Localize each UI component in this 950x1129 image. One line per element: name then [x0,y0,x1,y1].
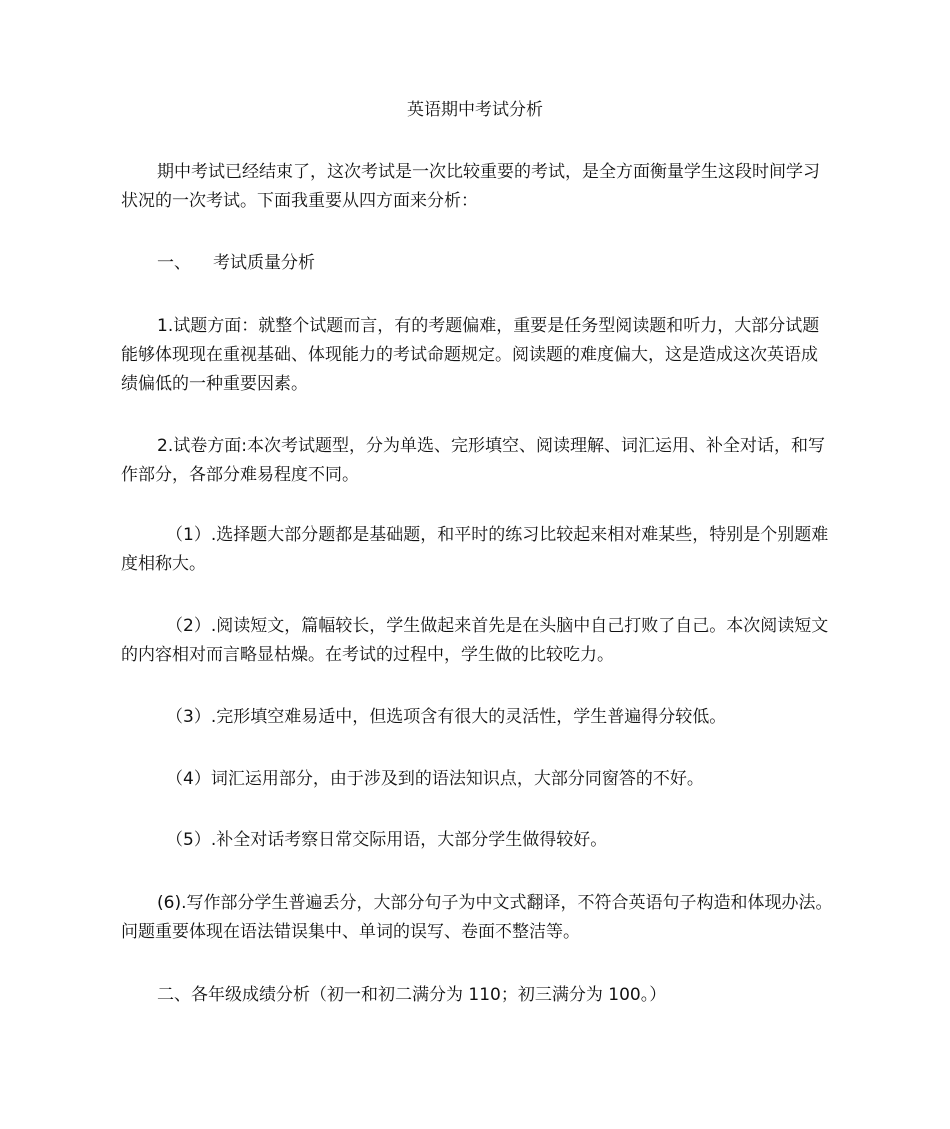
section-number: 一、 [157,253,191,273]
paragraph-dialogue: （5）.补全对话考察日常交际用语，大部分学生做得较好。 [166,830,608,850]
section-heading-text: 考试质量分析 [213,253,315,273]
paragraph-writing: (6).写作部分学生普遍丢分，大部分句子为中文式翻译，不符合英语句子构造和体现办法。问题重要体现在语法错误集中、单词的误写、卷面不整洁等。 [121,893,833,942]
section-heading-2: 二、各年级成绩分析（初一和初二满分为 110；初三满分为 100。） [157,985,667,1005]
paragraph-vocabulary: （4）词汇运用部分，由于涉及到的语法知识点，大部分同窗答的不好。 [166,769,704,789]
intro-paragraph: 期中考试已经结束了，这次考试是一次比较重要的考试，是全方面衡量学生这段时间学习状况的一次考试。下面我重要从四方面来分析： [121,162,820,211]
section-heading-1 [157,249,315,278]
paragraph-reading: （2）.阅读短文，篇幅较长，学生做起来首先是在头脑中自己打败了自己。本次阅读短文的内容相对而言略显枯燥。在考试的过程中，学生做的比较吃力。 [121,616,829,665]
paragraph-test-questions: 1.试题方面：就整个试题而言，有的考题偏难，重要是任务型阅读题和听力，大部分试题能够体现现在重视基础、体现能力的考试命题规定。阅读题的难度偏大，这是造成这次英语成绩偏低的一种重要因素。 [121,316,820,394]
paragraph-multiple-choice: （1）.选择题大部分题都是基础题，和平时的练习比较起来相对难某些，特别是个别题难度相称大。 [121,525,829,574]
document-title: 英语期中考试分析 [407,100,543,120]
paragraph-cloze: （3）.完形填空难易适中，但选项含有很大的灵活性，学生普遍得分较低。 [166,707,727,727]
paragraph-test-paper: 2.试卷方面:本次考试题型，分为单选、完形填空、阅读理解、词汇运用、补全对话，和写作部分，各部分难易程度不同。 [121,436,825,485]
